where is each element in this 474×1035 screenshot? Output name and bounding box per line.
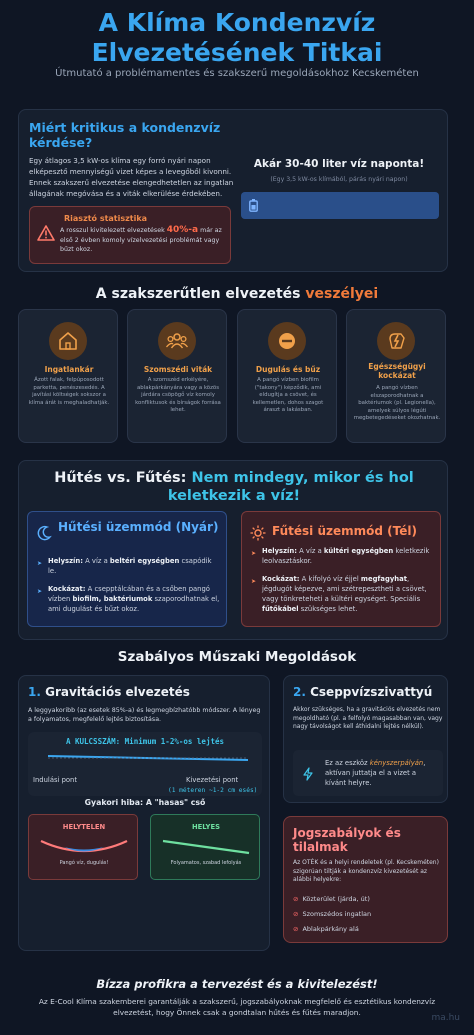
- why-body: Egy átlagos 3,5 kW-os klíma egy forró nyári napon elképesztő mennyiségű vizet képes a levegőből kivonni. Ennek szakszerű elvezetése elengedhetetlen az ingatlan állagának megóvása és a viták elkerülése érdekében.: [29, 156, 234, 198]
- danger-title: Dugulás és bűz: [255, 365, 321, 374]
- key-number: A KULCSSZÁM: Minimum 1-2%-os lejtés: [65, 737, 225, 746]
- arrow-bullet-icon: ➤: [251, 550, 257, 557]
- page-subtitle: Útmutató a problémamentes és szakszerű megoldásokhoz Kecskeméten: [55, 68, 419, 79]
- danger-card-property-damage: [18, 309, 118, 443]
- arrow-bullet-icon: ➤: [37, 588, 43, 595]
- moon-icon: [36, 525, 52, 541]
- regulations-desc: Az OTÉK és a helyi rendeletek (pl. Kecskeméten) szigorúan tiltják a kondenzvíz kivezetését az alábbi helyekre:: [293, 859, 439, 883]
- cta-title: Bízza profikra a tervezést és a kivitelezést!: [96, 977, 378, 991]
- start-point-label: Indulási pont: [33, 776, 78, 784]
- ban-icon: ⊘: [293, 910, 299, 918]
- cooling-mode-title: Hűtési üzemmód (Nyár): [58, 520, 219, 534]
- danger-desc: A szomszéd erkélyére, ablakpárkányára vagy a közös járdára csöpögő víz komoly konfliktusok és bírságok forrása lehet.: [135, 377, 221, 413]
- right-caption: Folyamatos, szabad lefolyás: [170, 860, 242, 866]
- danger-desc: A pangó vízben elszaporodhatnak a baktériumok (pl. Legionella), amelyek súlyos légúti megbetegedéseket okozhatnak.: [353, 385, 441, 421]
- cooling-risk-text: Kockázat: A csepptálcában és a csőben pangó vízben biofilm, baktériumok szaporodhatnak el, ami dugulást és bűzt okoz.: [48, 585, 220, 613]
- gravity-drainage-card: [18, 675, 270, 951]
- page-title: A Klíma Kondenzvíz Elvezetésének Titkai: [91, 8, 383, 67]
- wrong-pipe-example: [28, 814, 138, 880]
- danger-card-neighbor-disputes: [127, 309, 227, 443]
- water-amount-bar-fill: [241, 192, 439, 219]
- cooling-mode-box: [27, 511, 227, 627]
- gravity-title: 1. Gravitációs elvezetés: [28, 685, 190, 699]
- dangers-title: A szakszerűtlen elvezetés veszélyei: [95, 286, 379, 302]
- ban-icon: ⊘: [293, 895, 299, 903]
- modes-title: Hűtés vs. Fűtés: Nem mindegy, mikor és hol keletkezik a víz!: [54, 470, 414, 504]
- pump-note: [293, 750, 443, 796]
- arrow-bullet-icon: ➤: [251, 578, 257, 585]
- prohibited-item: ⊘ Közterület (járda, út): [293, 895, 370, 903]
- danger-icon-circle: [377, 322, 415, 360]
- pump-desc: Akkor szükséges, ha a gravitációs elvezetés nem megoldható (pl. a felfolyó magasabban van, vagy nagy távolságot kell áthidalni lejtés nélkül).: [293, 706, 443, 730]
- alarming-stat-box: [29, 206, 231, 264]
- sun-icon: [250, 525, 266, 541]
- health-icon: [377, 322, 415, 360]
- wrong-label: HELYTELEN: [62, 823, 106, 831]
- why-title: Miért kritikus a kondenzvíz kérdése?: [29, 120, 221, 150]
- pump-title: 2. Cseppvízszivattyú: [293, 685, 433, 699]
- danger-card-clog-smell: [237, 309, 337, 443]
- danger-icon-circle: [268, 322, 306, 360]
- water-per-day-stat: Akár 30-40 liter víz naponta!: [253, 158, 425, 170]
- alert-highlight: 40%-a: [166, 225, 199, 235]
- danger-icon-circle: [49, 322, 87, 360]
- end-point-label: Kivezetési pont: [186, 776, 239, 784]
- regulations-title: Jogszabályok és tilalmak: [293, 826, 401, 854]
- bolt-icon: [301, 767, 315, 781]
- danger-icon-circle: [158, 322, 196, 360]
- prohibited-item: ⊘ Ablakpárkány alá: [293, 925, 359, 933]
- people-icon: [158, 322, 196, 360]
- heating-risk-text: Kockázat: A kifolyó víz éjjel megfagyhat, jégdugót képezve, ami szétrepesztheti a csövet, vagy tönkreteheti a kültéri egységet. Speciális fűtőkábel szükséges lehet.: [262, 575, 427, 613]
- solutions-title: Szabályos Műszaki Megoldások: [117, 649, 357, 665]
- modes-card: [18, 460, 448, 640]
- danger-title: Egészségügyi kockázat: [368, 362, 426, 380]
- danger-card-health-risk: [346, 309, 446, 443]
- home-icon: [49, 322, 87, 360]
- water-per-day-note: (Egy 3,5 kW-os klímából, párás nyári napon): [270, 176, 408, 183]
- cooling-location-text: Helyszín: A víz a beltéri egységben csapódik le.: [48, 557, 212, 575]
- straight-pipe-icon: [161, 835, 251, 859]
- danger-title: Ingatlankár: [44, 365, 94, 374]
- common-error-title: Gyakori hiba: A "hasas" cső: [84, 798, 206, 807]
- warning-icon: [37, 225, 55, 241]
- cta-text: Az E-Cool Klíma szakemberei garantálják a szakszerű, jogszabályoknak megfelelő és esztétikus kondenzvíz elvezetést, hogy Önnek csak a gondtalan hűtés és fűtés maradjon.: [38, 997, 436, 1017]
- pump-card: [283, 675, 448, 803]
- correct-pipe-example: [150, 814, 260, 880]
- slope-line: [48, 752, 248, 768]
- regulations-card: [283, 816, 448, 943]
- danger-desc: Ázott falak, felpúposodott parketta, penészesedés. A javítási költségek sokszor a klíma árát is meghaladhatják.: [28, 377, 110, 406]
- danger-title: Szomszédi viták: [143, 365, 213, 374]
- water-amount-bar: [241, 192, 439, 219]
- drop-per-meter-label: (1 méteren ~1-2 cm esés): [168, 787, 258, 794]
- pump-note-text: Ez az eszköz kényszerpályán, aktívan juttatja el a vizet a kívánt helyre.: [325, 759, 426, 787]
- danger-desc: A pangó vízben biofilm ("takony") képződik, ami eldugítja a csövet, és kellemetlen, dohos szagot áraszt a lakásban.: [252, 377, 324, 413]
- alert-text: A rosszul kivitelezett elvezetések 40%-a már az első 2 évben komoly vízelvezetési problémát vagy bűzt okoz.: [60, 225, 222, 253]
- block-icon: [268, 322, 306, 360]
- sagging-pipe-icon: [39, 835, 129, 859]
- arrow-bullet-icon: ➤: [37, 560, 43, 567]
- alert-title: Riasztó statisztika: [64, 214, 148, 223]
- why-critical-card: [18, 109, 448, 272]
- heating-location-text: Helyszín: A víz a kültéri egységben keletkezik leolvasztáskor.: [262, 547, 430, 565]
- battery-icon: [249, 199, 258, 212]
- right-label: HELYES: [191, 823, 221, 831]
- slope-diagram: [28, 732, 262, 796]
- heating-mode-title: Fűtési üzemmód (Tél): [272, 524, 417, 538]
- prohibited-item: ⊘ Szomszédos ingatlan: [293, 910, 372, 918]
- gravity-desc: A leggyakoribb (az esetek 85%-a) és legmegbízhatóbb módszer. A lényeg a folyamatos, megfelelő lejtés biztosítása.: [28, 707, 261, 723]
- wrong-caption: Pangó víz, dugulás!: [59, 860, 109, 866]
- ban-icon: ⊘: [293, 925, 299, 933]
- watermark: ma.hu: [431, 1013, 460, 1023]
- heating-mode-box: [241, 511, 441, 627]
